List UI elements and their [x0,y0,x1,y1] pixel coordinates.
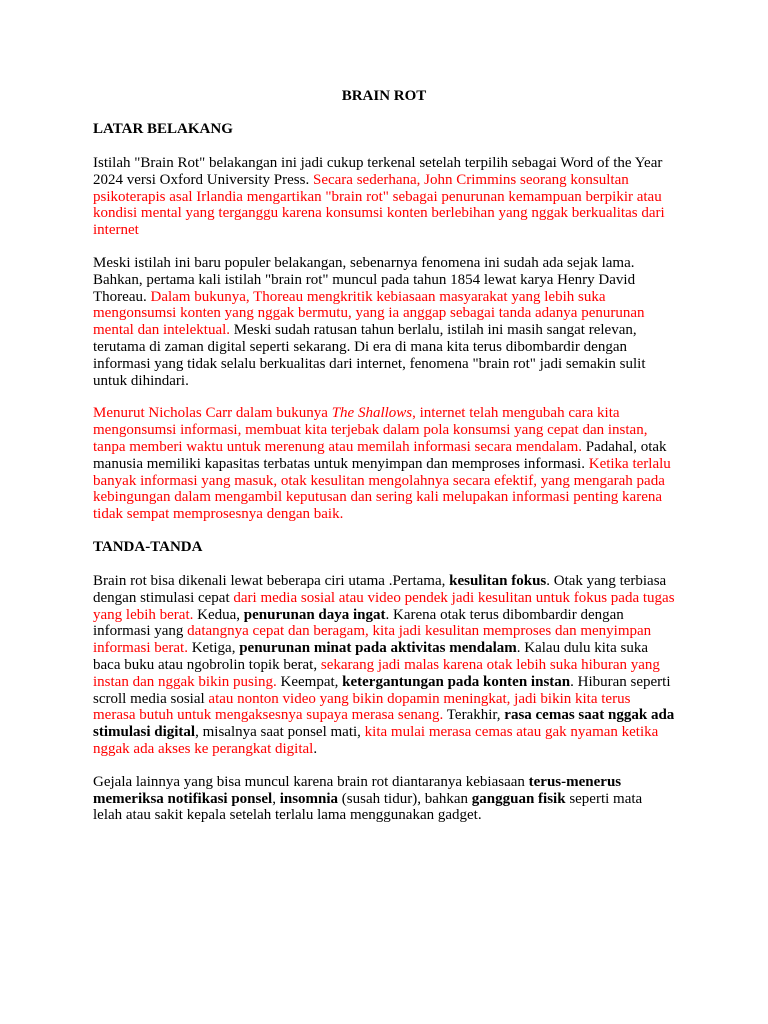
text-span: Gejala lainnya yang bisa muncul karena brain rot diantaranya kebiasaan [93,773,529,790]
bold-term: gangguan fisik [471,790,566,807]
highlighted-text: dari media sosial atau video pendek jadi kesulitan untuk fokus pada tugas yang lebih berat. [93,589,675,623]
highlighted-text: atau nonton video yang bikin dopamin meningkat, jadi bikin kita terus merasa butuh untuk mengaksesnya supaya merasa senang. [93,690,631,724]
text-span: Padahal, otak manusia memiliki kapasitas terbatas untuk menyimpan dan memproses informasi. [93,438,667,472]
text-span: . [313,740,318,757]
text-span: . Karena otak terus dibombardir dengan informasi yang [93,606,624,640]
text-span: , [272,790,280,807]
bold-term: insomnia [279,790,339,807]
highlighted-text: datangnya cepat dan beragam, kita jadi kesulitan memproses dan menyimpan informasi berat. [93,623,652,657]
bold-term: terus-menerus memeriksa notifikasi ponsel [93,773,622,807]
text-span: Meski sudah ratusan tahun berlalu, istilah ini masih sangat relevan, terutama di zaman digital seperti sekarang. Di era di mana kita terus dibombardir dengan informasi yang tidak selalu berkualitas dari internet, fenomena "brain rot" jadi semakin sulit untuk dihindari. [93,322,646,389]
highlighted-text: Secara sederhana, John Crimmins seorang konsultan psikoterapis asal Irlandia mengartikan "brain rot" sebagai penurunan kemampuan berpikir atau kondisi mental yang terganggu karena konsumsi konten berlebihan yang nggak berkualitas dari internet [93,171,665,239]
text-span: . Hiburan seperti scroll media sosial [93,673,671,707]
paragraph-latar-2 [93,255,675,389]
heading-tanda-tanda: TANDA-TANDA [93,538,203,555]
bold-term: penurunan daya ingat [243,606,386,623]
bold-term: rasa cemas saat nggak ada stimulasi digital [93,707,675,741]
text-span: Keempat, [276,673,343,690]
bold-term: ketergantungan pada konten instan [342,673,571,690]
paragraph-tanda-2 [93,774,675,824]
highlighted-text: , internet telah mengubah cara kita mengonsumsi informasi, membuat kita terjebak dalam pola konsumsi yang cepat dan instan, tanpa memberi waktu untuk merenung atau memilah informasi secara mendalam. [93,405,648,455]
bold-term: kesulitan fokus [449,572,547,589]
paragraph-latar-3 [93,405,675,523]
highlighted-text: kita mulai merasa cemas atau gak nyaman ketika nggak ada akses ke perangkat digital [93,724,659,757]
text-span: , misalnya saat ponsel mati, [195,724,365,741]
highlighted-text: sekarang jadi malas karena otak lebih suka hiburan yang instan dan nggak bikin pusing. [93,656,660,690]
text-span: Kedua, [193,606,244,623]
book-title: The Shallows [331,405,413,422]
document-title: BRAIN ROT [341,88,427,104]
text-span: (susah tidur), bahkan [338,790,472,807]
text-span: Istilah "Brain Rot" belakangan ini jadi cukup terkenal setelah terpilih sebagai Word of the Year 2024 versi Oxford University Press. [93,155,663,188]
heading-latar-belakang: LATAR BELAKANG [93,121,233,137]
paragraph-tanda-1 [93,573,675,758]
paragraph-latar-1 [93,155,675,239]
highlighted-text: Dalam bukunya, Thoreau mengkritik kebiasaan masyarakat yang lebih suka mengonsumsi konten yang nggak bermutu, yang ia anggap sebagai tanda adanya penurunan mental dan intelektual. [93,288,645,339]
text-span: Brain rot bisa dikenali lewat beberapa ciri utama .Pertama, [93,572,450,589]
text-span: . Otak yang terbiasa dengan stimulasi cepat [93,572,667,606]
text-span: Meski istilah ini baru populer belakangan, sebenarnya fenomena ini sudah ada sejak lama. Bahkan, pertama kali istilah "brain rot" muncul pada tahun 1854 lewat karya Henry David Thoreau. [93,254,636,305]
highlighted-text: Menurut Nicholas Carr dalam bukunya [93,405,332,422]
bold-term: penurunan minat pada aktivitas mendalam [239,640,517,657]
highlighted-text: Ketika terlalu banyak informasi yang masuk, otak kesulitan mengolahnya secara efektif, yang mengarah pada kebingungan dalam mengambil keputusan dan sering kali melupakan informasi penting karena tidak sempat memprosesnya dengan baik. [93,455,671,523]
text-span: Ketiga, [187,640,240,657]
text-span: Terakhir, [443,707,505,724]
text-span: . Kalau dulu kita suka baca buku atau ngobrolin topik berat, [93,640,648,673]
text-span: seperti mata lelah atau sakit kepala setelah terlalu lama menggunakan gadget. [93,790,643,824]
